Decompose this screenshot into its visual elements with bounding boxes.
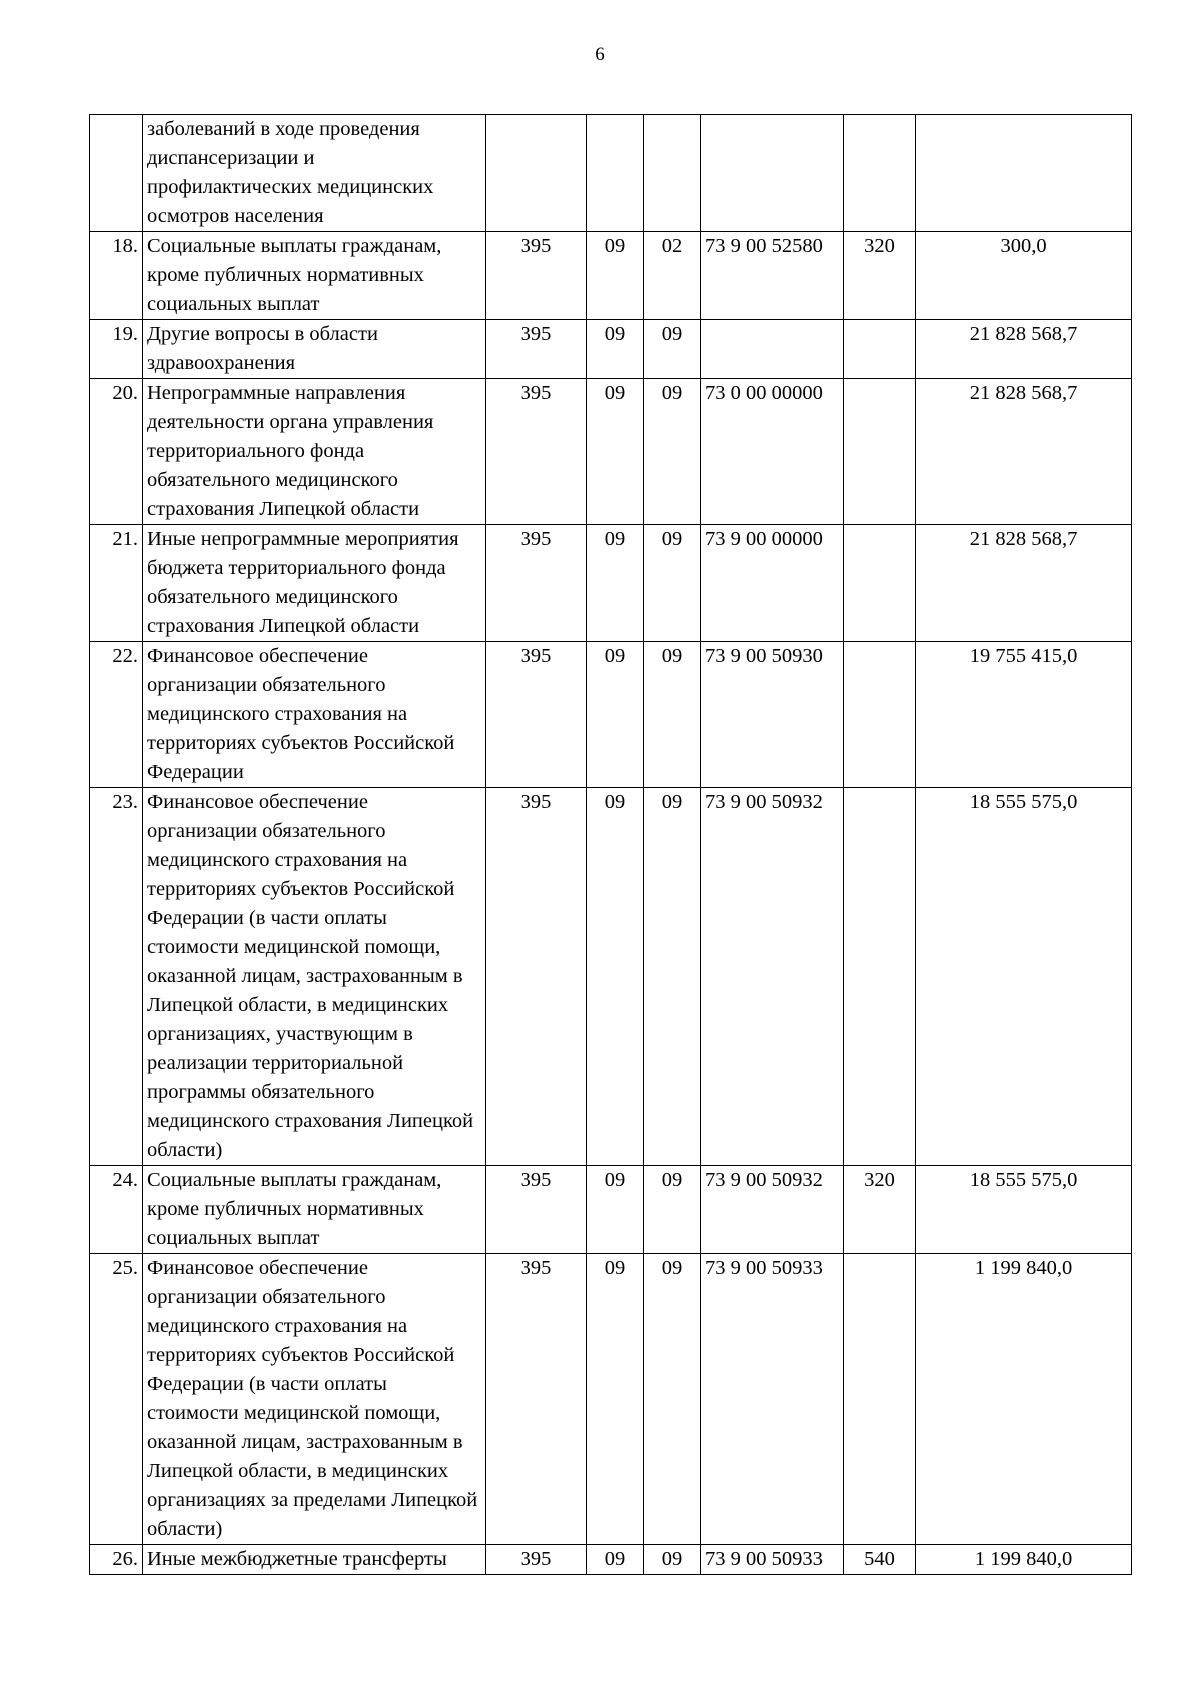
row-subsection: 09 [644,525,701,642]
row-ministry: 395 [486,1254,587,1545]
table-row [90,1166,1132,1254]
row-section [587,115,644,232]
row-sum: 19 755 415,0 [916,642,1132,788]
row-ministry: 395 [486,320,587,379]
row-name: Финансовое обеспечение организации обязательного медицинского страхования на территориях субъектов Российской Федерации (в части оплаты стоимости медицинской помощи, оказанной лицам, застрахованным в Липецкой области, в медицинских организациях, участвующим в реализации территориальной программы обязательного медицинского страхования Липецкой области) [143,788,486,1166]
row-subsection: 09 [644,1254,701,1545]
row-section: 09 [587,1254,644,1545]
row-expense-type: 540 [844,1545,916,1575]
row-section: 09 [587,320,644,379]
row-ministry: 395 [486,788,587,1166]
table-row [90,642,1132,788]
row-name: Другие вопросы в области здравоохранения [143,320,486,379]
row-subsection [644,115,701,232]
row-target-article: 73 9 00 50933 [701,1254,844,1545]
row-expense-type [844,642,916,788]
row-number: 21. [90,525,143,642]
row-subsection: 09 [644,1166,701,1254]
row-ministry: 395 [486,1545,587,1575]
table-row [90,1545,1132,1575]
row-section: 09 [587,525,644,642]
budget-table [89,114,1132,1575]
row-subsection: 09 [644,642,701,788]
table-row [90,115,1132,232]
row-sum [916,115,1132,232]
row-sum: 1 199 840,0 [916,1254,1132,1545]
row-section: 09 [587,379,644,525]
row-number: 23. [90,788,143,1166]
row-expense-type [844,1254,916,1545]
table-row [90,788,1132,1166]
row-sum: 300,0 [916,232,1132,320]
row-number: 18. [90,232,143,320]
table-row [90,1254,1132,1545]
row-number: 26. [90,1545,143,1575]
row-expense-type [844,379,916,525]
row-name: Социальные выплаты гражданам, кроме публичных нормативных социальных выплат [143,1166,486,1254]
row-target-article: 73 9 00 52580 [701,232,844,320]
row-expense-type [844,788,916,1166]
row-target-article: 73 9 00 00000 [701,525,844,642]
row-subsection: 09 [644,788,701,1166]
row-number: 25. [90,1254,143,1545]
row-target-article: 73 0 00 00000 [701,379,844,525]
row-sum: 1 199 840,0 [916,1545,1132,1575]
row-target-article: 73 9 00 50932 [701,1166,844,1254]
row-target-article: 73 9 00 50930 [701,642,844,788]
row-expense-type [844,525,916,642]
row-expense-type: 320 [844,232,916,320]
row-sum: 18 555 575,0 [916,788,1132,1166]
row-sum: 21 828 568,7 [916,525,1132,642]
table-row [90,525,1132,642]
row-ministry [486,115,587,232]
row-target-article [701,115,844,232]
row-name: Финансовое обеспечение организации обязательного медицинского страхования на территориях субъектов Российской Федерации (в части оплаты стоимости медицинской помощи, оказанной лицам, застрахованным в Липецкой области, в медицинских организациях за пределами Липецкой области) [143,1254,486,1545]
row-sum: 18 555 575,0 [916,1166,1132,1254]
table-row [90,320,1132,379]
row-section: 09 [587,642,644,788]
row-target-article: 73 9 00 50933 [701,1545,844,1575]
row-sum: 21 828 568,7 [916,320,1132,379]
row-name: Иные межбюджетные трансферты [143,1545,486,1575]
row-number: 19. [90,320,143,379]
row-section: 09 [587,788,644,1166]
row-ministry: 395 [486,379,587,525]
row-subsection: 02 [644,232,701,320]
row-name: Социальные выплаты гражданам, кроме публичных нормативных социальных выплат [143,232,486,320]
row-ministry: 395 [486,232,587,320]
row-expense-type [844,320,916,379]
row-ministry: 395 [486,525,587,642]
row-subsection: 09 [644,379,701,525]
row-name: Финансовое обеспечение организации обязательного медицинского страхования на территориях субъектов Российской Федерации [143,642,486,788]
row-expense-type [844,115,916,232]
row-ministry: 395 [486,1166,587,1254]
row-section: 09 [587,1545,644,1575]
row-name: Непрограммные направления деятельности органа управления территориального фонда обязательного медицинского страхования Липецкой области [143,379,486,525]
table-row [90,232,1132,320]
row-name: заболеваний в ходе проведения диспансеризации и профилактических медицинских осмотров населения [143,115,486,232]
row-number: 24. [90,1166,143,1254]
row-target-article: 73 9 00 50932 [701,788,844,1166]
row-number: 22. [90,642,143,788]
row-target-article [701,320,844,379]
row-ministry: 395 [486,642,587,788]
page-number: 6 [595,44,605,65]
table-row [90,379,1132,525]
row-section: 09 [587,1166,644,1254]
row-sum: 21 828 568,7 [916,379,1132,525]
row-number [90,115,143,232]
row-expense-type: 320 [844,1166,916,1254]
row-subsection: 09 [644,1545,701,1575]
row-name: Иные непрограммные мероприятия бюджета территориального фонда обязательного медицинского страхования Липецкой области [143,525,486,642]
row-section: 09 [587,232,644,320]
row-number: 20. [90,379,143,525]
row-subsection: 09 [644,320,701,379]
